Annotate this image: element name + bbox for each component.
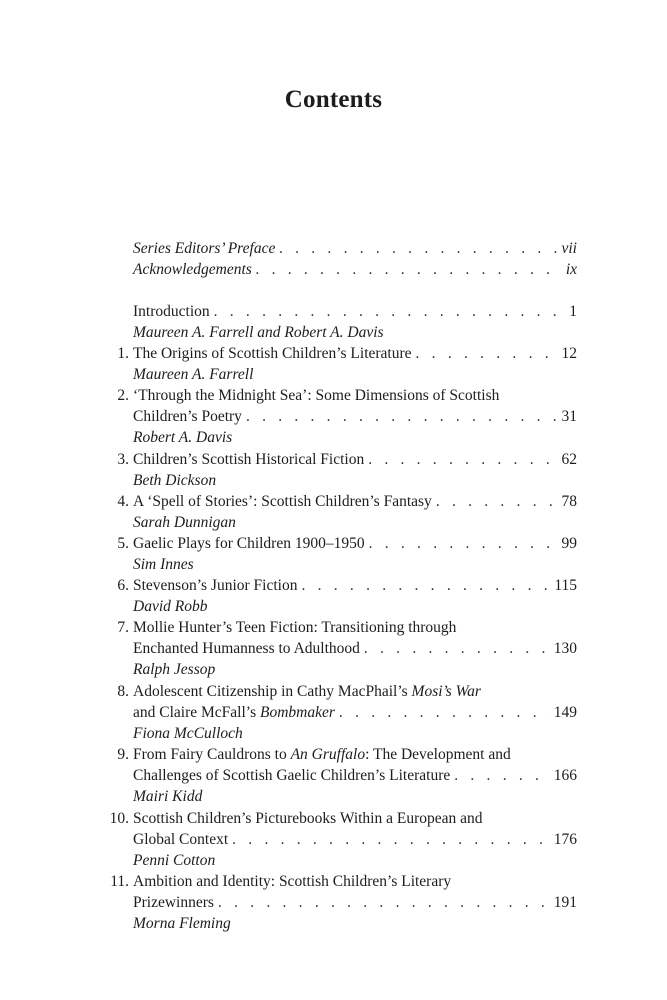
toc-entry-chapter-7-title-line1 (117, 617, 457, 638)
toc-entry-title-line2: Challenges of Scottish Gaelic Children’s Literature (133, 767, 451, 784)
toc-entry-title: Mollie Hunter’s Teen Fiction: Transitioning through (133, 619, 457, 636)
chapter-number: 7. (117, 619, 129, 636)
toc-entry-chapter-1 (117, 343, 577, 364)
toc-entry-title: Ambition and Identity: Scottish Children’s Literary (133, 873, 452, 890)
dot-leader (246, 406, 558, 427)
toc-entry-title: Stevenson’s Junior Fiction (133, 577, 298, 594)
toc-entry-author: Beth Dickson (133, 472, 217, 489)
toc-entry-page: 99 (561, 535, 577, 552)
toc-entry-title-line2: Global Context (133, 831, 229, 848)
toc-entry-page: vii (561, 240, 577, 257)
dot-leader (339, 702, 550, 723)
toc-entry-chapter-4 (117, 491, 577, 512)
dot-leader (279, 238, 557, 259)
toc-entry-page: 12 (561, 345, 577, 362)
dot-leader (368, 449, 557, 470)
toc-entry-title: A ‘Spell of Stories’: Scottish Children’s Fantasy (133, 493, 432, 510)
toc-entry-title-line2: Enchanted Humanness to Adulthood (133, 640, 360, 657)
toc-entry-title-line2: Prizewinners (133, 894, 214, 911)
toc-entry-author: Ralph Jessop (133, 661, 216, 678)
toc-entry-author: David Robb (133, 598, 208, 615)
toc-entry-page: ix (565, 261, 577, 278)
toc-entry-title: Scottish Children’s Picturebooks Within a European and (133, 810, 483, 827)
toc-entry-preface (133, 238, 577, 259)
toc-entry-chapter-9-title-line1 (117, 744, 511, 765)
toc-entry-title: Acknowledgements (133, 261, 252, 278)
chapter-number: 4. (117, 493, 129, 510)
toc-entry-chapter-5 (117, 533, 577, 554)
toc-entry-chapter-7 (133, 638, 577, 659)
toc-entry-chapter-6 (117, 575, 577, 596)
toc-entry-title: From Fairy Cauldrons to (133, 746, 291, 763)
toc-entry-chapter-10-title-line1 (109, 808, 483, 829)
book-title: Mosi’s War (411, 683, 481, 700)
toc-entry-author: Morna Fleming (133, 915, 231, 932)
dot-leader (214, 301, 566, 322)
dot-leader (256, 259, 562, 280)
toc-entry-page: 1 (569, 303, 577, 320)
toc-entry-chapter-9 (133, 765, 577, 786)
chapter-number: 2. (117, 387, 129, 404)
toc-entry-title-line2 (133, 702, 335, 723)
toc-entry-author: Penni Cotton (133, 852, 216, 869)
toc-entry-author: Fiona McCulloch (133, 725, 243, 742)
dot-leader (369, 533, 558, 554)
toc-entry-title: Series Editors’ Preface (133, 240, 276, 257)
toc-entry-page: 149 (553, 704, 577, 721)
toc-entry-author: Maureen A. Farrell and Robert A. Davis (133, 324, 384, 341)
toc-entry-page: 176 (553, 831, 577, 848)
toc-entry-page: 191 (553, 894, 577, 911)
dot-leader (416, 343, 558, 364)
toc-entry-page: 78 (561, 493, 577, 510)
toc-entry-title: Introduction (133, 303, 210, 320)
toc-entry-title: Children’s Scottish Historical Fiction (133, 451, 365, 468)
toc-entry-page: 130 (553, 640, 577, 657)
toc-entry-title-text: and Claire McFall’s (133, 704, 260, 721)
toc-entry-author: Sim Innes (133, 556, 194, 573)
chapter-number: 1. (117, 345, 129, 362)
dot-leader (232, 829, 550, 850)
chapter-number: 9. (117, 746, 129, 763)
toc-entry-page: 31 (561, 408, 577, 425)
toc-entry-chapter-11 (133, 892, 577, 913)
toc-entry-author: Maureen A. Farrell (133, 366, 254, 383)
toc-entry-acknowledgements (133, 259, 577, 280)
toc-entry-title: Adolescent Citizenship in Cathy MacPhail’s (133, 683, 412, 700)
toc-entry-title: ‘Through the Midnight Sea’: Some Dimensions of Scottish (133, 387, 500, 404)
toc-entry-chapter-11-title-line1 (110, 871, 452, 892)
toc-entry-title-line2: Children’s Poetry (133, 408, 242, 425)
dot-leader (218, 892, 550, 913)
toc-entry-chapter-2-title-line1 (117, 385, 500, 406)
chapter-number: 11. (110, 873, 129, 890)
book-title: Bombmaker (260, 704, 335, 721)
toc-entry-chapter-8-title-line1 (117, 681, 481, 702)
toc-entry-author: Mairi Kidd (133, 788, 203, 805)
toc-entry-page: 62 (561, 451, 577, 468)
toc-entry-page: 166 (553, 767, 577, 784)
book-title: An Gruffalo (290, 746, 366, 763)
toc-entry-chapter-3 (117, 449, 577, 470)
dot-leader (436, 491, 558, 512)
toc-entry-title: Gaelic Plays for Children 1900–1950 (133, 535, 365, 552)
toc-entry-page: 115 (554, 577, 577, 594)
chapter-number: 3. (117, 451, 129, 468)
toc-entry-chapter-10 (133, 829, 577, 850)
toc-entry-chapter-8 (133, 702, 577, 723)
toc-entry-chapter-2 (133, 406, 577, 427)
dot-leader (301, 575, 550, 596)
page-title: Contents (284, 86, 383, 113)
toc-entry-introduction (133, 301, 577, 322)
chapter-number: 6. (117, 577, 129, 594)
toc-entry-title: : The Development and (365, 746, 511, 763)
chapter-number: 5. (117, 535, 129, 552)
toc-entry-author: Robert A. Davis (133, 429, 233, 446)
toc-entry-title: The Origins of Scottish Children’s Literature (133, 345, 412, 362)
chapter-number: 10. (109, 810, 129, 827)
dot-leader (364, 638, 550, 659)
dot-leader (454, 765, 550, 786)
toc-entry-author: Sarah Dunnigan (133, 514, 236, 531)
chapter-number: 8. (117, 683, 129, 700)
